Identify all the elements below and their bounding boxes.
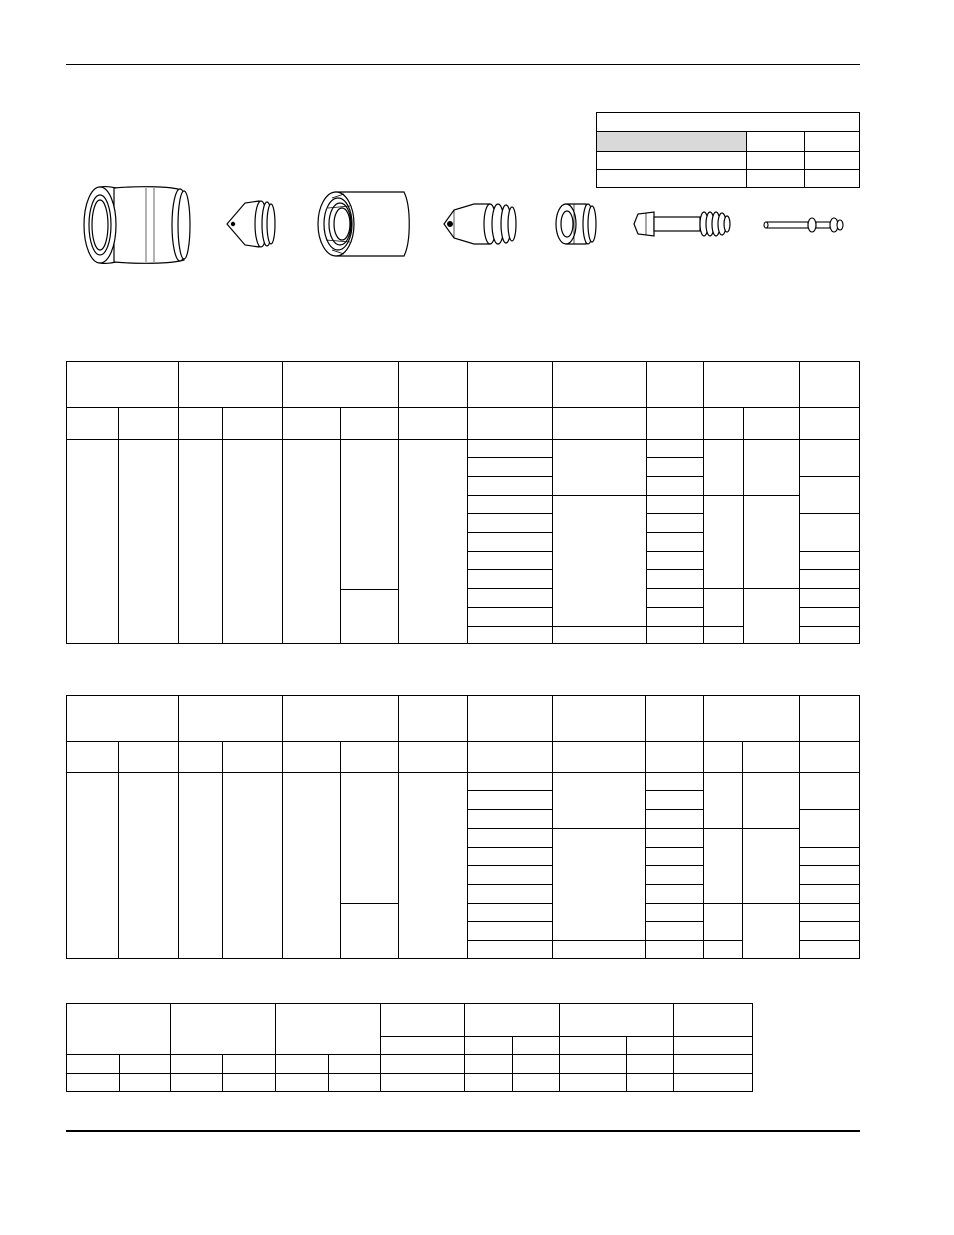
legend-table [596, 113, 860, 189]
cut-chart-table-2 [66, 695, 860, 959]
summary-table [66, 1003, 753, 1092]
legend-header-cell [597, 131, 746, 151]
cut-chart-table-1 [66, 361, 860, 644]
